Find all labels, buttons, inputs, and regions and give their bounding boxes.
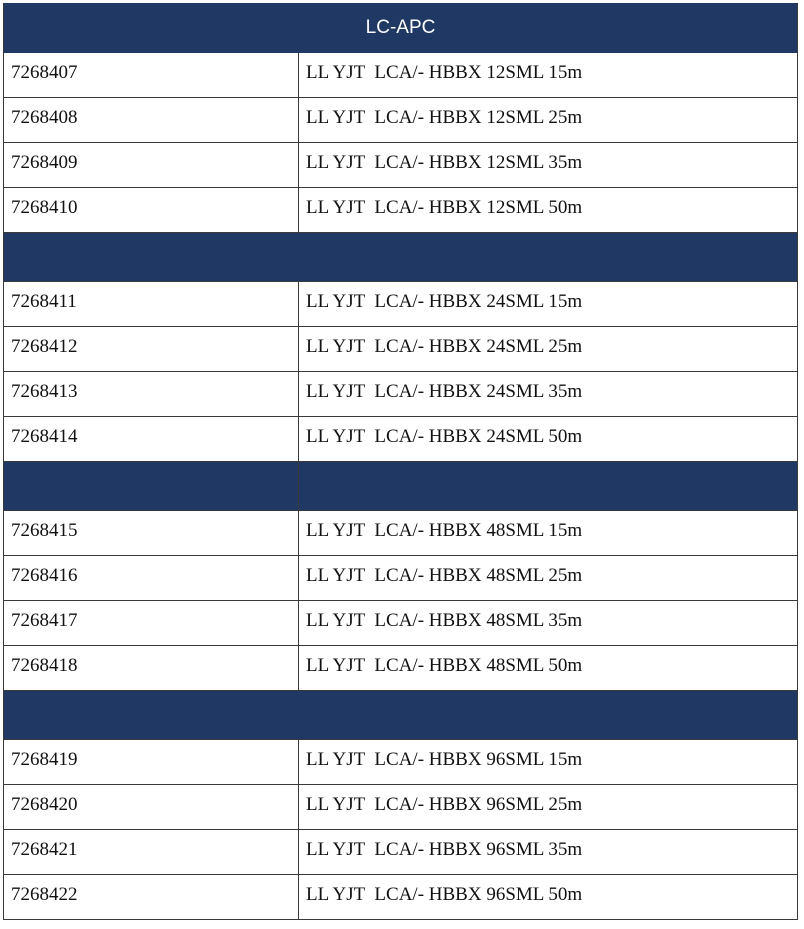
table-row: [4, 98, 797, 143]
product-code: 7268415: [4, 511, 299, 555]
product-code: 7268422: [4, 875, 299, 919]
product-description: LL YJT LCA/- HBBX 48SML 50m: [306, 655, 583, 676]
product-code: 7268414: [4, 417, 299, 461]
table-row: [4, 740, 797, 785]
product-description: LL YJT LCA/- HBBX 24SML 50m: [306, 426, 583, 447]
product-code: 7268418: [4, 646, 299, 690]
product-code: 7268417: [4, 601, 299, 645]
product-description: LL YJT LCA/- HBBX 24SML 25m: [306, 336, 583, 357]
product-code: 7268416: [4, 556, 299, 600]
product-code: 7268412: [4, 327, 299, 371]
product-description: LL YJT LCA/- HBBX 12SML 50m: [306, 197, 583, 218]
table-row: [4, 188, 797, 233]
product-description: LL YJT LCA/- HBBX 12SML 25m: [306, 107, 583, 128]
table-row: [4, 601, 797, 646]
section-divider-cell: [4, 462, 299, 510]
product-code: 7268421: [4, 830, 299, 874]
table-row: [4, 327, 797, 372]
table-row: [4, 875, 797, 920]
product-description: LL YJT LCA/- HBBX 48SML 25m: [306, 565, 583, 586]
product-code: 7268413: [4, 372, 299, 416]
product-description: LL YJT LCA/- HBBX 24SML 35m: [306, 381, 583, 402]
product-table: [3, 3, 798, 920]
section-divider: [4, 233, 797, 282]
table-row: [4, 143, 797, 188]
product-code: 7268410: [4, 188, 299, 232]
product-description: LL YJT LCA/- HBBX 96SML 25m: [306, 794, 583, 815]
table-row: [4, 511, 797, 556]
product-description: LL YJT LCA/- HBBX 12SML 15m: [306, 62, 583, 83]
product-description: LL YJT LCA/- HBBX 96SML 35m: [306, 839, 583, 860]
product-description: LL YJT LCA/- HBBX 48SML 35m: [306, 610, 583, 631]
product-description: LL YJT LCA/- HBBX 96SML 50m: [306, 884, 583, 905]
table-row: [4, 646, 797, 691]
product-description: LL YJT LCA/- HBBX 96SML 15m: [306, 749, 583, 770]
table-row: [4, 785, 797, 830]
product-code: 7268411: [4, 282, 299, 326]
table-row: [4, 417, 797, 462]
table-row: [4, 556, 797, 601]
table-row: [4, 53, 797, 98]
section-divider: [4, 462, 797, 511]
product-code: 7268420: [4, 785, 299, 829]
table-title: LC-APC: [4, 3, 797, 53]
product-code: 7268419: [4, 740, 299, 784]
table-row: [4, 372, 797, 417]
product-code: 7268407: [4, 53, 299, 97]
product-description: LL YJT LCA/- HBBX 48SML 15m: [306, 520, 583, 541]
table-row: [4, 830, 797, 875]
section-divider-cell: [299, 462, 797, 510]
product-code: 7268408: [4, 98, 299, 142]
product-description: LL YJT LCA/- HBBX 24SML 15m: [306, 291, 583, 312]
product-description: LL YJT LCA/- HBBX 12SML 35m: [306, 152, 583, 173]
product-code: 7268409: [4, 143, 299, 187]
section-divider: [4, 691, 797, 740]
table-row: [4, 282, 797, 327]
